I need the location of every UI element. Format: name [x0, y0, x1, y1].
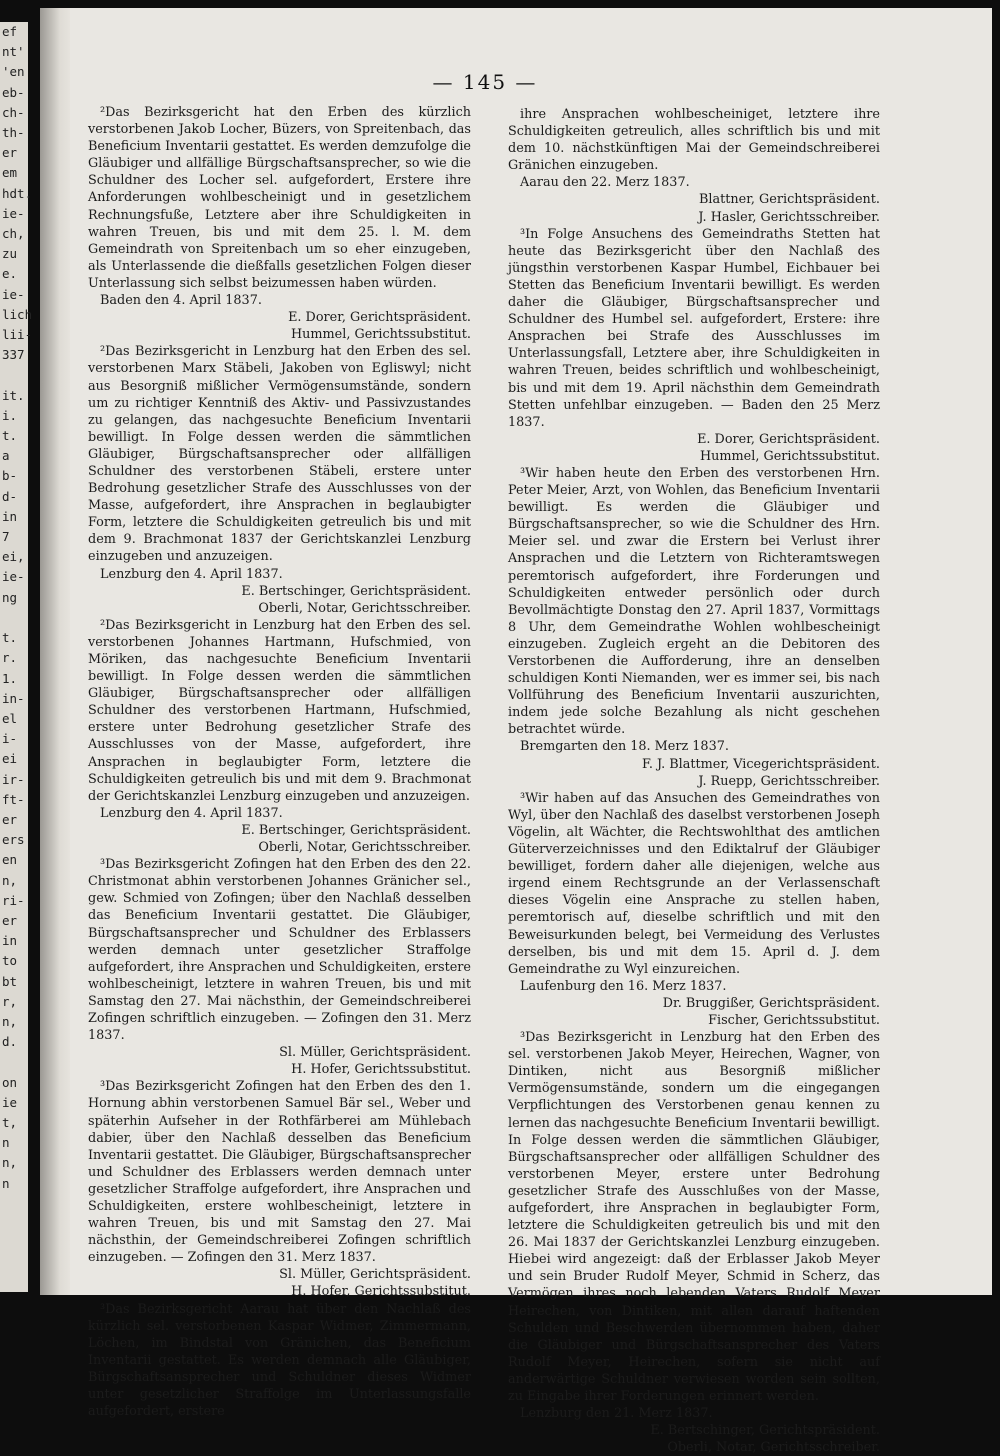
margin-fragment: n, [2, 1155, 18, 1171]
margin-fragment: a [2, 448, 10, 464]
notice-signature: J. Hasler, Gerichtsschreiber. [698, 209, 880, 225]
notice-paragraph: ³Das Bezirksgericht Zofingen hat den Erben des den 22. Christmonat abhin verstorbenen Johannes Gränicher sel., gew. Schmied von Zofingen; über den Nachlaß desselben das Beneficium Inventarii gestattet. Die Gläubiger, Bürgschaftsansprecher und Schuldner des Erblassers werden demnach unter gesetzlicher Straffolge aufgefordert, ihre Ansprachen und Schuldigkeiten, erstere wohlbescheinigt, letztere in wahren Treuen, bis und mit Samstag den 27. Mai nächsthin, der Gemeindschreiberei Zofingen schriftlich einzugeben. — Zofingen den 31. Merz 1837. [88, 857, 471, 1044]
margin-fragment: to [2, 953, 18, 969]
margin-fragment: en [2, 852, 18, 868]
notice-paragraph: ³In Folge Ansuchens des Gemeindraths Stetten hat heute das Bezirksgericht über den Nachlaß des jüngsthin verstorbenen Kaspar Humbel, Eichbauer bei Stetten das Beneficium Inventarii bewilligt. Es werden daher die Gläubiger, Bürgschaftsansprecher und Schuldner des Humbel sel. aufgefordert, Erstere: ihre Ansprachen bei Strafe des Ausschlusses im Unterlassungsfall, Letztere aber, ihre Schuldigkeiten in wahren Treuen, beides schriftlich und wohlbescheinigt, bis und mit dem 19. April nächsthin dem Gemeindrath Stetten unfehlbar einzugeben. — Baden den 25 Merz 1837. [508, 226, 880, 430]
margin-fragment: bt [2, 973, 18, 989]
margin-fragment: lii- [2, 327, 33, 343]
notice-signature: Hummel, Gerichtssubstitut. [700, 448, 880, 464]
margin-fragment: er [2, 912, 18, 928]
margin-fragment: zu [2, 246, 18, 262]
notice-paragraph: ihre Ansprachen wohlbescheiniget, letztere ihre Schuldigkeiten getreulich, alles schriftlich bis und mit dem 10. nächstkünftigen Mai der Gemeindschreiberei Gränichen einzugeben. [508, 107, 880, 174]
margin-fragment: ei [2, 751, 18, 767]
margin-fragment: er [2, 145, 18, 161]
margin-fragment: n, [2, 872, 18, 888]
margin-fragment: r. [2, 650, 18, 666]
notice-signature: E. Dorer, Gerichtspräsident. [697, 431, 880, 447]
notice-place-date: Bremgarten den 18. Merz 1837. [520, 739, 729, 755]
margin-fragment: ri- [2, 892, 25, 908]
margin-fragment: nt' [2, 44, 25, 60]
notice-place-date: Aarau den 22. Merz 1837. [520, 175, 690, 191]
margin-fragment [0, 1052, 28, 1072]
margin-fragment: t. [2, 428, 18, 444]
margin-fragment: d. [2, 1034, 18, 1050]
margin-fragment: in- [2, 690, 25, 706]
margin-fragment: em [2, 165, 18, 181]
page-number: — 145 — [432, 70, 538, 94]
margin-fragment: i. [2, 407, 18, 423]
margin-fragment: ir- [2, 771, 25, 787]
margin-fragment: b- [2, 468, 18, 484]
notice-place-date: Lenzburg den 21. Merz 1837. [520, 1406, 713, 1422]
margin-fragment: ef [2, 24, 18, 39]
notice-signature: J. Ruepp, Gerichtsschreiber. [698, 773, 880, 789]
margin-fragment: th- [2, 125, 25, 141]
notice-place-date: Laufenburg den 16. Merz 1837. [520, 978, 727, 994]
margin-fragment [0, 608, 28, 628]
notice-paragraph: ³Das Bezirksgericht in Lenzburg hat den Erben des sel. verstorbenen Jakob Meyer, Heirechen, Wagner, von Dintiken, nicht aus Besorgniß mißlicher Vermögensumstände, sondern um die eingegangen Verpflichtungen des Verstorbenen genau kennen zu lernen das nachgesuchte Beneficium Inventarii bewilligt. In Folge dessen werden die sämmtlichen Gläubiger, Bürgschaftsansprecher oder allfälligen Schuldner des verstorbenen Meyer, erstere unter Bedrohung gesetzlicher Strafe des Ausschlußes von der Masse, aufgefordert, ihre Ansprachen in beglaubigter Form, letztere die Schuldigkeiten getreulich bis und mit den 26. Mai 1837 der Gerichtskanzlei Lenzburg einzugeben. Hiebei wird angezeigt: daß der Erblasser Jakob Meyer und sein Bruder Rudolf Meyer, Schmid in Scherz, das Vermögen ihres noch lebenden Vaters Rudolf Meyer Heirechen, von Dintiken, mit allen darauf haftenden Schulden und Beschwerden übernommen haben, daher die Gläubiger und Bürgschaftsansprecher des Vaters Rudolf Meyer, Heirechen, sofern sie nicht auf anderwärtige Schuldner verwiesen worden sein sollten, zu Eingabe ihrer Forderungen erinnert werden. [508, 1030, 880, 1405]
margin-fragment [0, 365, 28, 385]
margin-fragment: i- [2, 731, 18, 747]
notice-signature: Oberli, Notar, Gerichtsschreiber. [258, 840, 471, 856]
notice-signature: Blattner, Gerichtspräsident. [698, 192, 880, 208]
margin-fragment: 'en [2, 64, 25, 80]
notice-paragraph: ²Das Bezirksgericht hat den Erben des kürzlich verstorbenen Jakob Locher, Büzers, von Spreitenbach, das Beneficium Inventarii gestattet. Es werden demzufolge die Gläubiger und allfällige Bürgschaftsansprecher, so wie die Schuldner des Locher sel. aufgefordert, Erstere ihre Anforderungen wohlbescheinigt und in gesetzlichem Rechnungsfuße, Letztere aber ihre Schuldigkeiten in wahren Treuen, bis und mit dem 25. l. M. dem Gemeindrath von Spreitenbach um so eher einzugeben, als Unterlassende die dießfalls gesetzlichen Folgen dieser Unterlassung sich selbst beizumessen haben würden. [88, 105, 471, 291]
notice-paragraph: ³Wir haben auf das Ansuchen des Gemeindrathes von Wyl, über den Nachlaß des daselbst verstorbenen Joseph Vögelin, alt Wächter, die Rechtswohlthat des amtlichen Güterverzeichnisses und den Ediktalruf der Gläubiger bewilliget, fordern daher alle diejenigen, welche aus irgend einem Rechtsgrunde an der Verlassenschaft dieses Vögelin eine Ansprache zu stellen haben, peremtorisch auf, dieselbe schriftlich und mit den Beweisurkunden belegt, bei Vermeidung des Verlustes derselben, bis und mit dem 15. April d. J. dem Gemeindrathe zu Wyl einzureichen. [508, 790, 880, 977]
margin-fragment: 1. [2, 670, 18, 686]
margin-fragment: 337 [2, 347, 25, 363]
notice-paragraph: ³Das Bezirksgericht Zofingen hat den Erben des den 1. Hornung abhin verstorbenen Samuel Bär sel., Weber und späterhin Aufseher in der Rothfärberei am Mühlebach dabier, über den Nachlaß desselben das Beneficium Inventarii gestattet. Die Gläubiger, Bürgschaftsansprecher und Schuldner des Erblassers werden demnach unter gesetzlicher Straffolge aufgefordert, ihre Ansprachen und Schuldigkeiten, erstere wohlbescheinigt, letztere in wahren Treuen, bis und mit Samstag den 27. Mai nächsthin, der Gemeindschreiberei Zofingen schriftlich einzugeben. — Zofingen den 31. Merz 1837. [88, 1079, 471, 1266]
margin-fragment: n, [2, 1013, 18, 1029]
margin-fragment: n [2, 1135, 10, 1151]
margin-fragment: in [2, 508, 18, 524]
notice-signature: Fischer, Gerichtssubstitut. [708, 1012, 880, 1028]
margin-fragment: ie- [2, 286, 25, 302]
notice-place-date: Lenzburg den 4. April 1837. [100, 805, 283, 821]
notice-signature: H. Hofer, Gerichtssubstitut. [291, 1284, 471, 1300]
margin-fragment: lich [2, 306, 33, 322]
margin-fragment: ers [2, 832, 25, 848]
margin-fragment: n [2, 1175, 10, 1191]
notice-signature: Sl. Müller, Gerichtspräsident. [279, 1045, 471, 1061]
notice-signature: E. Bertschinger, Gerichtspräsident. [650, 1423, 880, 1439]
margin-fragment: on [2, 1074, 18, 1090]
binding-shadow [40, 8, 60, 1295]
margin-fragment: e. [2, 266, 18, 282]
notice-signature: H. Hofer, Gerichtssubstitut. [291, 1062, 471, 1078]
notice-paragraph: ³Wir haben heute den Erben des verstorbenen Hrn. Peter Meier, Arzt, von Wohlen, das Beneficium Inventarii bewilligt. Es werden die Gläubiger und Bürgschaftsansprecher, so wie die Schuldner des Hrn. Meier sel. und zwar die Erstern bei Verlust ihrer Ansprachen und die Letztern von Richteramtswegen peremtorisch aufgefordert, ihre Forderungen und Schuldigkeiten entweder persönlich oder durch Bevollmächtigte Donstag den 27. April 1837, Vormittags 8 Uhr, dem Gemeindrathe Wohlen wohlbescheinigt einzugeben. Zugleich ergeht an die Debitoren des Verstorbenen die Aufforderung, ihre an denselben schuldigen Konti Niemanden, wer es immer sei, bis nach Vollführung des Beneficium Inventarii auszurichten, indem jede solche Bezahlung als nicht geschehen betrachtet würde. [508, 465, 880, 738]
notice-place-date: Baden den 4. April 1837. [100, 293, 262, 309]
notice-signature: E. Dorer, Gerichtspräsident. [288, 310, 471, 326]
notice-paragraph: ³Das Bezirksgericht Aarau hat über den Nachlaß des kürzlich sel. verstorbenen Kaspar Widmer, Zimmermann, Löchen, im Bindstal von Gränichen, das Beneficium Inventarii gestattet. Es werden demnach alle Gläubiger, Bürgschaftsansprecher und Schuldner dieses Widmer unter gesetzlicher Straffolge im Unterlassungsfalle aufgefordert, erstere [88, 1301, 471, 1420]
margin-fragment: d- [2, 488, 18, 504]
margin-fragment: er [2, 811, 18, 827]
margin-fragment: ie- [2, 569, 25, 585]
margin-fragment: t. [2, 630, 18, 646]
margin-fragment: in [2, 933, 18, 949]
margin-fragment: 7 [2, 529, 10, 545]
margin-fragment: ng [2, 589, 18, 605]
margin-fragment: hdt. [2, 185, 33, 201]
margin-fragment: ch- [2, 104, 25, 120]
right-column [508, 106, 880, 1456]
left-column [88, 104, 471, 1420]
notice-signature: Oberli, Notar, Gerichtsschreiber. [258, 600, 471, 616]
notice-signature: Hummel, Gerichtssubstitut. [291, 327, 471, 343]
notice-signature: Dr. Bruggißer, Gerichtspräsident. [662, 995, 880, 1011]
notice-place-date: Lenzburg den 4. April 1837. [100, 566, 283, 582]
margin-fragment: r, [2, 993, 18, 1009]
notice-signature: Oberli, Notar, Gerichtsschreiber. [667, 1440, 880, 1456]
notice-signature: E. Bertschinger, Gerichtspräsident. [241, 822, 471, 838]
notice-signature: Sl. Müller, Gerichtspräsident. [279, 1267, 471, 1283]
margin-fragment: ei, [2, 549, 25, 565]
notice-signature: F. J. Blattmer, Vicegerichtspräsident. [641, 756, 880, 772]
margin-fragment: ie [2, 1094, 18, 1110]
margin-fragment: ch, [2, 226, 25, 242]
margin-fragment: el [2, 710, 18, 726]
notice-signature: E. Bertschinger, Gerichtspräsident. [241, 583, 471, 599]
facing-page-margin [0, 22, 33, 1292]
margin-fragment: t, [2, 1114, 18, 1130]
margin-fragment: ie- [2, 205, 25, 221]
notice-paragraph: ²Das Bezirksgericht in Lenzburg hat den Erben des sel. verstorbenen Johannes Hartmann, Hufschmied, von Möriken, das nachgesuchte Beneficium Inventarii bewilligt. In Folge dessen werden die sämmtlichen Gläubiger, Bürgschaftsansprecher oder allfälligen Schuldner des verstorbenen Hartmann, Hufschmied, erstere unter Bedrohung gesetzlicher Strafe des Ausschlusses von der Masse, aufgefordert, ihre Ansprachen in beglaubigter Form, letztere die Schuldigkeiten getreulich bis und mit dem 9. Brachmonat der Gerichtskanzlei Lenzburg einzugeben und anzuzeigen. [88, 617, 471, 804]
margin-fragment: it. [2, 387, 25, 403]
margin-fragment: eb- [2, 84, 25, 100]
notice-paragraph: ²Das Bezirksgericht in Lenzburg hat den Erben des sel. verstorbenen Marx Stäbeli, Jakoben von Egliswyl; nicht aus Besorgniß mißlicher Vermögensumstände, sondern um zu richtiger Kenntniß des Aktiv- und Passivzustandes zu gelangen, das nachgesuchte Beneficium Inventarii bewilligt. In Folge dessen werden die sämmtlichen Gläubiger, Bürgschaftsansprecher oder allfälligen Schuldner des verstorbenen Stäbeli, erstere unter Bedrohung gesetzlicher Strafe des Ausschlusses von der Masse, aufgefordert, ihre Ansprachen in beglaubigter Form, letztere die Schuldigkeiten getreulich bis und mit dem 9. Brachmonat 1837 der Gerichtskanzlei Lenzburg einzugeben und anzuzeigen. [88, 344, 471, 565]
margin-fragment: ft- [2, 791, 25, 807]
